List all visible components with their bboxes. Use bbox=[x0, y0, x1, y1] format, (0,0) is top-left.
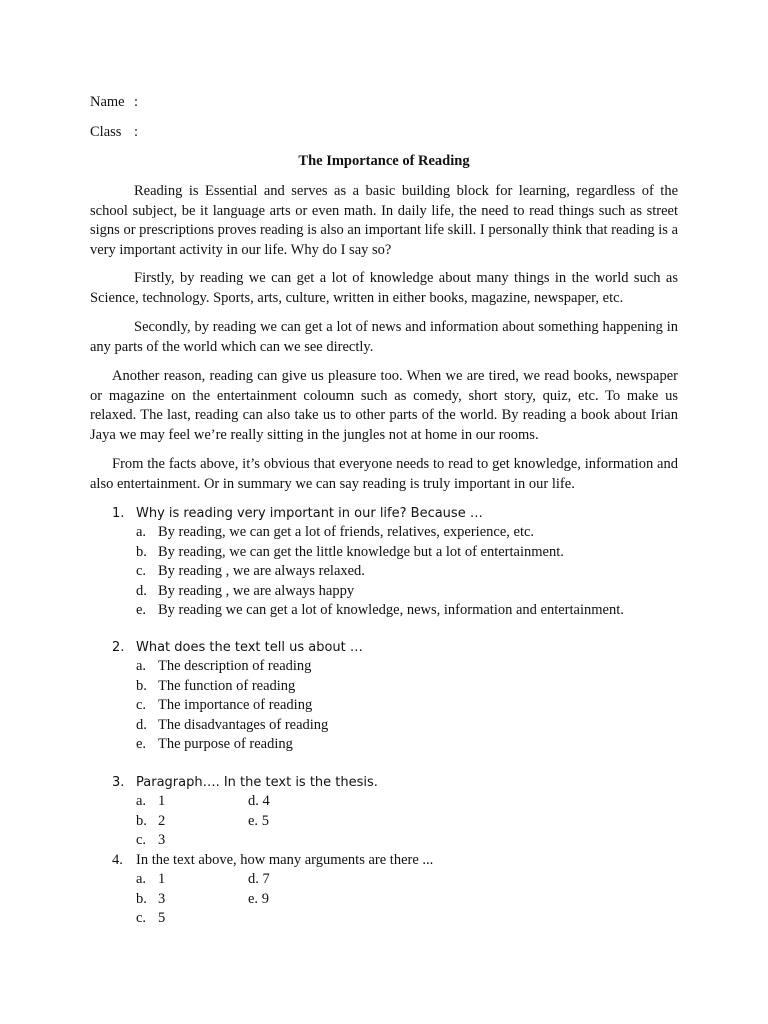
question-1 bbox=[112, 504, 712, 620]
question-2 bbox=[112, 638, 712, 754]
option-a: a. 1 bbox=[136, 793, 166, 810]
paragraph-2: Firstly, by reading we can get a lot of knowledge about many things in the world such as Science, technology. Sports, arts, culture, written in either books, magazine, newspaper, etc. bbox=[90, 270, 678, 306]
question-number: 1. bbox=[112, 506, 125, 521]
option-b: b. The function of reading bbox=[136, 677, 296, 694]
option-c: c. By reading , we are always relaxed. bbox=[136, 563, 365, 580]
name-field bbox=[90, 94, 138, 111]
option-c: c. The importance of reading bbox=[136, 697, 313, 714]
question-text: Why is reading very important in our life? Because … bbox=[136, 506, 483, 521]
paragraph-1: Reading is Essential and serves as a basic building block for learning, regardless of the school subject, be it language arts or even math. In daily life, the need to read things such as street signs or prescriptions proves reading is also an important life skill. I personally think that reading is a very important activity in our life. Why do I say so? bbox=[90, 183, 678, 258]
option-a: a. 1 bbox=[136, 871, 166, 888]
option-row bbox=[136, 812, 712, 831]
option-d: d. The disadvantages of reading bbox=[136, 716, 329, 733]
name-label: Name bbox=[90, 94, 125, 110]
question-number: 2. bbox=[112, 640, 125, 655]
question-text: In the text above, how many arguments are there ... bbox=[136, 852, 434, 868]
option-b: b. By reading, we can get the little knowledge but a lot of entertainment. bbox=[136, 543, 564, 560]
option-d: d. By reading , we are always happy bbox=[136, 582, 355, 599]
option-a: a. By reading, we can get a lot of friends, relatives, experience, etc. bbox=[136, 524, 535, 541]
option-e: e. 5 bbox=[248, 812, 269, 829]
question-stem bbox=[112, 773, 712, 792]
question-stem bbox=[112, 851, 712, 870]
option-a: a. The description of reading bbox=[136, 658, 312, 675]
option-c: c. 5 bbox=[136, 910, 166, 927]
paragraph-5: From the facts above, it’s obvious that everyone needs to read to get knowledge, information and also entertainment. Or in summary we can say reading is truly important in our life. bbox=[90, 456, 678, 492]
question-number: 3. bbox=[112, 775, 125, 790]
option-d: d. 4 bbox=[248, 793, 270, 810]
name-colon: : bbox=[134, 94, 139, 110]
option-e: e. The purpose of reading bbox=[136, 736, 293, 753]
question-4 bbox=[112, 851, 712, 929]
question-stem bbox=[112, 638, 712, 657]
question-stem bbox=[112, 504, 712, 523]
option-row bbox=[136, 890, 712, 909]
question-text: What does the text tell us about … bbox=[136, 640, 363, 655]
question-3 bbox=[112, 773, 712, 851]
option-row bbox=[136, 792, 712, 811]
option-e: e. By reading we can get a lot of knowledge, news, information and entertainment. bbox=[136, 602, 624, 619]
class-field bbox=[90, 124, 138, 141]
question-text: Paragraph…. In the text is the thesis. bbox=[136, 775, 378, 790]
option-e: e. 9 bbox=[248, 890, 269, 907]
page-title: The Importance of Reading bbox=[298, 153, 470, 169]
option-d: d. 7 bbox=[248, 871, 270, 888]
option-row bbox=[136, 870, 712, 889]
class-label: Class bbox=[90, 124, 122, 140]
option-b: b. 3 bbox=[136, 890, 166, 907]
option-b: b. 2 bbox=[136, 812, 166, 829]
option-c: c. 3 bbox=[136, 832, 166, 849]
class-colon: : bbox=[134, 124, 139, 140]
paragraph-3: Secondly, by reading we can get a lot of news and information about something happening in any parts of the world which can we see directly. bbox=[90, 319, 678, 355]
paragraph-4: Another reason, reading can give us pleasure too. When we are tired, we read books, newspaper or magazine on the entertainment coloumn such as comedy, short story, quiz, etc. To make us relaxed. The last, reading can also take us to other parts of the world. By reading a book about Irian Jaya we may feel we’re really sitting in the jungles not at home in our rooms. bbox=[90, 368, 678, 443]
question-number: 4. bbox=[112, 852, 123, 868]
